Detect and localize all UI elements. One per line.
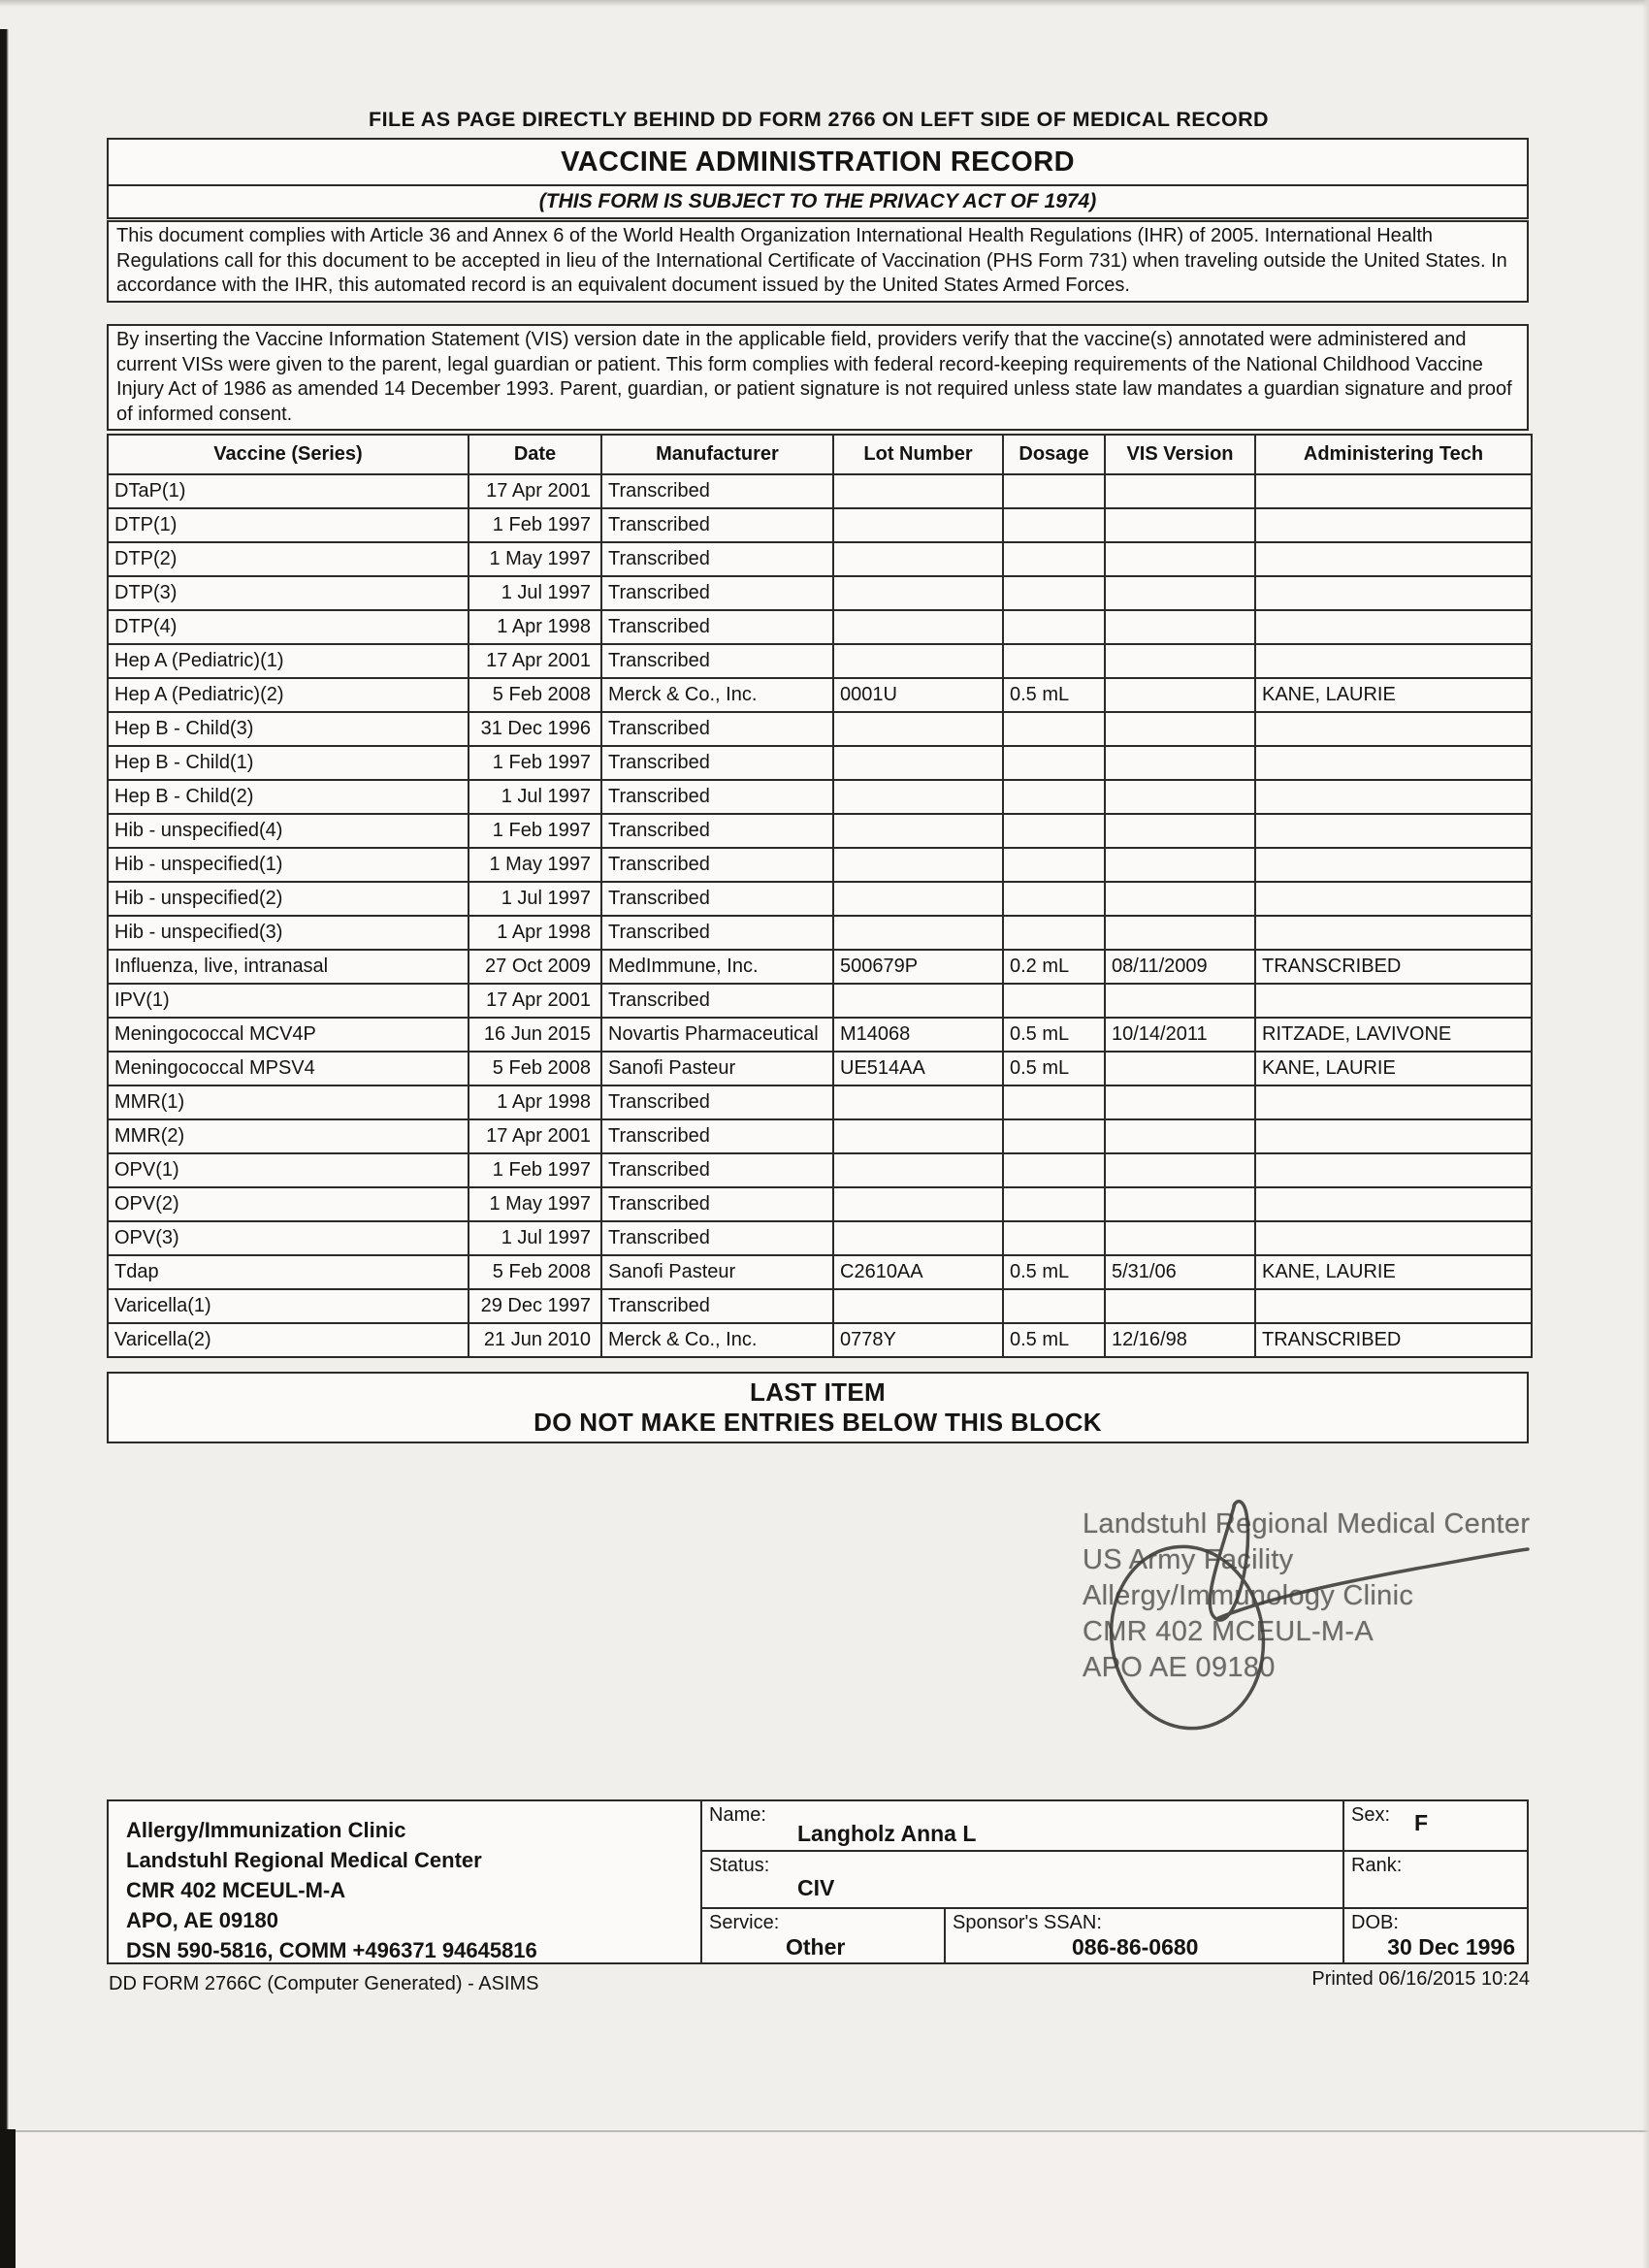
cell-date: 27 Oct 2009 (469, 950, 601, 984)
cell-manufacturer: Transcribed (601, 1119, 833, 1153)
cell-vis-version: 08/11/2009 (1105, 950, 1255, 984)
cell-vis-version (1105, 1153, 1255, 1187)
cell-administering-tech (1255, 1119, 1532, 1153)
cell-administering-tech (1255, 814, 1532, 848)
cell-dosage (1003, 644, 1105, 678)
sponsor-ssan-field (944, 1909, 1342, 1962)
cell-manufacturer: Sanofi Pasteur (601, 1052, 833, 1085)
cell-vis-version (1105, 508, 1255, 542)
cell-lot-number (833, 1289, 1003, 1323)
cell-date: 1 Jul 1997 (469, 882, 601, 916)
vis-paragraph: By inserting the Vaccine Information Statement (VIS) version date in the applicable field, providers verify that the vaccine(s) annotated were administered and current VISs were given to the parent, legal guardian or patient. This form complies with federal record-keeping requirements of the National Childhood Vaccine Injury Act of 1986 as amended 14 December 1993. Parent, guardian, or patient signature is not required unless state law mandates a guardian signature and proof of informed consent. (107, 324, 1529, 431)
status-label: Status: (709, 1855, 770, 1876)
table-row (108, 508, 1532, 542)
cell-lot-number (833, 610, 1003, 644)
title-box (107, 138, 1529, 219)
cell-vis-version (1105, 610, 1255, 644)
cell-dosage (1003, 780, 1105, 814)
cell-dosage (1003, 848, 1105, 882)
table-row (108, 1085, 1532, 1119)
table-header-row (108, 435, 1532, 474)
signature-scribble (1018, 1479, 1562, 1751)
cell-date: 1 Jul 1997 (469, 780, 601, 814)
scan-lower-area (0, 2132, 1649, 2268)
cell-vis-version (1105, 882, 1255, 916)
cell-administering-tech: RITZADE, LAVIVONE (1255, 1018, 1532, 1052)
cell-vaccine-series: Hib - unspecified(2) (108, 882, 469, 916)
cell-date: 1 Feb 1997 (469, 1153, 601, 1187)
rank-field (1342, 1852, 1527, 1909)
table-row (108, 678, 1532, 712)
cell-administering-tech (1255, 508, 1532, 542)
cell-vis-version (1105, 712, 1255, 746)
scan-top-edge (0, 0, 1649, 7)
cell-dosage (1003, 814, 1105, 848)
cell-date: 1 Jul 1997 (469, 1221, 601, 1255)
table-row (108, 950, 1532, 984)
cell-manufacturer: Sanofi Pasteur (601, 1255, 833, 1289)
cell-lot-number: 0001U (833, 678, 1003, 712)
table-row (108, 474, 1532, 508)
cell-administering-tech (1255, 882, 1532, 916)
cell-vaccine-series: Hib - unspecified(1) (108, 848, 469, 882)
cell-date: 21 Jun 2010 (469, 1323, 601, 1357)
cell-lot-number (833, 746, 1003, 780)
cell-vis-version (1105, 984, 1255, 1018)
cell-vis-version (1105, 848, 1255, 882)
cell-vis-version (1105, 474, 1255, 508)
cell-vis-version (1105, 644, 1255, 678)
cell-lot-number (833, 576, 1003, 610)
dob-label: DOB: (1351, 1912, 1399, 1933)
sex-value: F (1414, 1810, 1429, 1835)
table-row (108, 814, 1532, 848)
cell-manufacturer: Transcribed (601, 882, 833, 916)
cell-lot-number (833, 916, 1003, 950)
scan-left-edge-shadow (0, 29, 9, 2129)
cell-administering-tech (1255, 1221, 1532, 1255)
privacy-notice: (THIS FORM IS SUBJECT TO THE PRIVACY ACT OF 1974) (538, 190, 1097, 212)
cell-date: 5 Feb 2008 (469, 1255, 601, 1289)
header-date: Date (469, 435, 601, 474)
table-row (108, 576, 1532, 610)
cell-vaccine-series: DTP(3) (108, 576, 469, 610)
table-row (108, 746, 1532, 780)
cell-dosage (1003, 712, 1105, 746)
cell-date: 5 Feb 2008 (469, 1052, 601, 1085)
dob-field (1342, 1909, 1527, 1962)
cell-administering-tech (1255, 610, 1532, 644)
table-row (108, 1153, 1532, 1187)
cell-dosage (1003, 1289, 1105, 1323)
cell-vaccine-series: Hib - unspecified(4) (108, 814, 469, 848)
table-row (108, 916, 1532, 950)
sex-label: Sex: (1351, 1804, 1391, 1826)
cell-administering-tech: TRANSCRIBED (1255, 1323, 1532, 1357)
scan-left-edge-shadow-bottom (0, 2129, 16, 2268)
cell-vaccine-series: Varicella(1) (108, 1289, 469, 1323)
cell-manufacturer: Transcribed (601, 576, 833, 610)
cell-administering-tech (1255, 780, 1532, 814)
cell-lot-number (833, 644, 1003, 678)
cell-date: 1 May 1997 (469, 848, 601, 882)
clinic-line: Landstuhl Regional Medical Center (126, 1848, 482, 1872)
cell-lot-number: 500679P (833, 950, 1003, 984)
cell-vis-version (1105, 1187, 1255, 1221)
name-field (702, 1801, 1342, 1852)
table-row (108, 542, 1532, 576)
cell-date: 17 Apr 2001 (469, 984, 601, 1018)
table-row (108, 1289, 1532, 1323)
cell-dosage: 0.5 mL (1003, 678, 1105, 712)
cell-lot-number (833, 984, 1003, 1018)
cell-dosage (1003, 1221, 1105, 1255)
table-row (108, 848, 1532, 882)
cell-administering-tech (1255, 542, 1532, 576)
service-value: Other (786, 1934, 846, 1960)
cell-lot-number (833, 848, 1003, 882)
cell-vaccine-series: DTP(1) (108, 508, 469, 542)
cell-dosage: 0.5 mL (1003, 1052, 1105, 1085)
cell-vaccine-series: DTaP(1) (108, 474, 469, 508)
stamp-line: Allergy/Immunology Clinic (1083, 1580, 1414, 1611)
cell-lot-number (833, 1221, 1003, 1255)
cell-manufacturer: Transcribed (601, 814, 833, 848)
cell-manufacturer: Merck & Co., Inc. (601, 678, 833, 712)
clinic-line: DSN 590-5816, COMM +496371 94645816 (126, 1938, 537, 1962)
cell-vis-version (1105, 1085, 1255, 1119)
stamp-line: CMR 402 MCEUL-M-A (1083, 1616, 1374, 1647)
cell-date: 16 Jun 2015 (469, 1018, 601, 1052)
cell-vaccine-series: DTP(4) (108, 610, 469, 644)
service-field (702, 1909, 944, 1962)
cell-manufacturer: Transcribed (601, 916, 833, 950)
cell-vis-version (1105, 1221, 1255, 1255)
cell-administering-tech (1255, 1153, 1532, 1187)
cell-dosage: 0.5 mL (1003, 1255, 1105, 1289)
vaccine-table-body (108, 474, 1532, 1357)
cell-date: 1 Apr 1998 (469, 610, 601, 644)
cell-administering-tech (1255, 1187, 1532, 1221)
cell-administering-tech (1255, 644, 1532, 678)
cell-vaccine-series: Tdap (108, 1255, 469, 1289)
service-label: Service: (709, 1912, 780, 1933)
cell-administering-tech: TRANSCRIBED (1255, 950, 1532, 984)
clinic-address-block (109, 1801, 702, 1962)
cell-vis-version (1105, 916, 1255, 950)
cell-vaccine-series: Meningococcal MPSV4 (108, 1052, 469, 1085)
cell-lot-number (833, 508, 1003, 542)
table-row (108, 644, 1532, 678)
cell-dosage (1003, 882, 1105, 916)
cell-vis-version: 12/16/98 (1105, 1323, 1255, 1357)
header-vaccine-series: Vaccine (Series) (108, 435, 469, 474)
cell-vaccine-series: MMR(2) (108, 1119, 469, 1153)
cell-vaccine-series: Hib - unspecified(3) (108, 916, 469, 950)
name-value: Langholz Anna L (797, 1821, 977, 1846)
cell-manufacturer: Transcribed (601, 712, 833, 746)
cell-manufacturer: Transcribed (601, 474, 833, 508)
cell-dosage (1003, 610, 1105, 644)
cell-lot-number (833, 882, 1003, 916)
dob-value: 30 Dec 1996 (1387, 1934, 1515, 1960)
cell-date: 17 Apr 2001 (469, 474, 601, 508)
table-row (108, 882, 1532, 916)
cell-date: 31 Dec 1996 (469, 712, 601, 746)
table-row (108, 1255, 1532, 1289)
cell-lot-number (833, 814, 1003, 848)
table-row (108, 1221, 1532, 1255)
cell-date: 17 Apr 2001 (469, 644, 601, 678)
cell-manufacturer: Transcribed (601, 1085, 833, 1119)
sex-field (1342, 1801, 1527, 1852)
cell-vis-version (1105, 678, 1255, 712)
table-row (108, 1119, 1532, 1153)
cell-administering-tech (1255, 474, 1532, 508)
cell-lot-number (833, 1085, 1003, 1119)
cell-dosage (1003, 984, 1105, 1018)
sponsor-ssan-label: Sponsor's SSAN: (953, 1912, 1102, 1933)
cell-lot-number (833, 1119, 1003, 1153)
cell-lot-number (833, 712, 1003, 746)
cell-date: 1 Feb 1997 (469, 746, 601, 780)
cell-manufacturer: Transcribed (601, 508, 833, 542)
patient-info-block (107, 1799, 1529, 1964)
cell-lot-number: M14068 (833, 1018, 1003, 1052)
header-vis-version: VIS Version (1105, 435, 1255, 474)
cell-dosage: 0.5 mL (1003, 1323, 1105, 1357)
cell-lot-number: UE514AA (833, 1052, 1003, 1085)
no-entries-line: DO NOT MAKE ENTRIES BELOW THIS BLOCK (534, 1408, 1102, 1437)
cell-vis-version: 10/14/2011 (1105, 1018, 1255, 1052)
cell-vaccine-series: OPV(1) (108, 1153, 469, 1187)
header-dosage: Dosage (1003, 435, 1105, 474)
clinic-line: Allergy/Immunization Clinic (126, 1818, 406, 1842)
printed-timestamp: Printed 06/16/2015 10:24 (1311, 1968, 1530, 1990)
cell-manufacturer: Transcribed (601, 644, 833, 678)
cell-vaccine-series: OPV(2) (108, 1187, 469, 1221)
cell-lot-number: 0778Y (833, 1323, 1003, 1357)
form-title: VACCINE ADMINISTRATION RECORD (109, 140, 1527, 186)
cell-lot-number (833, 1153, 1003, 1187)
cell-vis-version (1105, 1119, 1255, 1153)
cell-dosage (1003, 1187, 1105, 1221)
cell-vaccine-series: OPV(3) (108, 1221, 469, 1255)
cell-administering-tech: KANE, LAURIE (1255, 678, 1532, 712)
cell-date: 5 Feb 2008 (469, 678, 601, 712)
stamp-line: US Army Facility (1083, 1544, 1294, 1575)
cell-dosage (1003, 576, 1105, 610)
cell-vis-version (1105, 542, 1255, 576)
rank-label: Rank: (1351, 1855, 1403, 1876)
table-row (108, 712, 1532, 746)
cell-vaccine-series: MMR(1) (108, 1085, 469, 1119)
table-row (108, 984, 1532, 1018)
cell-vis-version (1105, 780, 1255, 814)
cell-vaccine-series: Hep B - Child(1) (108, 746, 469, 780)
stamp-line: Landstuhl Regional Medical Center (1083, 1508, 1531, 1539)
cell-vaccine-series: Hep A (Pediatric)(1) (108, 644, 469, 678)
clinic-line: APO, AE 09180 (126, 1908, 278, 1932)
cell-vis-version (1105, 1052, 1255, 1085)
cell-administering-tech (1255, 1289, 1532, 1323)
cell-dosage: 0.2 mL (1003, 950, 1105, 984)
cell-dosage (1003, 1153, 1105, 1187)
header-manufacturer: Manufacturer (601, 435, 833, 474)
cell-vis-version (1105, 576, 1255, 610)
cell-lot-number (833, 542, 1003, 576)
cell-vaccine-series: Varicella(2) (108, 1323, 469, 1357)
cell-date: 1 Jul 1997 (469, 576, 601, 610)
cell-administering-tech (1255, 746, 1532, 780)
cell-manufacturer: Transcribed (601, 610, 833, 644)
cell-dosage (1003, 746, 1105, 780)
cell-dosage (1003, 508, 1105, 542)
cell-lot-number (833, 780, 1003, 814)
cell-vaccine-series: Hep A (Pediatric)(2) (108, 678, 469, 712)
paper-edge-line (16, 2130, 1649, 2132)
last-item-line: LAST ITEM (750, 1377, 886, 1407)
sponsor-ssan-value: 086-86-0680 (1072, 1934, 1199, 1960)
cell-manufacturer: Transcribed (601, 848, 833, 882)
cell-vaccine-series: Hep B - Child(3) (108, 712, 469, 746)
cell-manufacturer: MedImmune, Inc. (601, 950, 833, 984)
cell-date: 29 Dec 1997 (469, 1289, 601, 1323)
cell-date: 1 Apr 1998 (469, 1085, 601, 1119)
table-row (108, 780, 1532, 814)
name-label: Name: (709, 1804, 766, 1826)
cell-dosage (1003, 916, 1105, 950)
cell-administering-tech (1255, 984, 1532, 1018)
table-row (108, 1018, 1532, 1052)
cell-administering-tech (1255, 1085, 1532, 1119)
cell-vaccine-series: Hep B - Child(2) (108, 780, 469, 814)
scan-right-edge-shadow (1642, 0, 1649, 2268)
cell-administering-tech (1255, 848, 1532, 882)
cell-manufacturer: Transcribed (601, 1153, 833, 1187)
cell-dosage (1003, 542, 1105, 576)
cell-administering-tech (1255, 576, 1532, 610)
cell-date: 1 Feb 1997 (469, 814, 601, 848)
table-row (108, 610, 1532, 644)
file-instruction: FILE AS PAGE DIRECTLY BEHIND DD FORM 2766 ON LEFT SIDE OF MEDICAL RECORD (369, 108, 1269, 131)
cell-vis-version (1105, 814, 1255, 848)
cell-lot-number (833, 474, 1003, 508)
cell-dosage: 0.5 mL (1003, 1018, 1105, 1052)
header-administering-tech: Administering Tech (1255, 435, 1532, 474)
cell-dosage (1003, 1119, 1105, 1153)
cell-administering-tech: KANE, LAURIE (1255, 1255, 1532, 1289)
cell-vaccine-series: Influenza, live, intranasal (108, 950, 469, 984)
cell-manufacturer: Transcribed (601, 1221, 833, 1255)
cell-vis-version: 5/31/06 (1105, 1255, 1255, 1289)
cell-manufacturer: Transcribed (601, 1187, 833, 1221)
cell-dosage (1003, 1085, 1105, 1119)
cell-manufacturer: Novartis Pharmaceutical (601, 1018, 833, 1052)
cell-vaccine-series: IPV(1) (108, 984, 469, 1018)
table-row (108, 1052, 1532, 1085)
vaccine-table (107, 434, 1533, 1358)
stamp-line: APO AE 09180 (1083, 1652, 1276, 1683)
table-row (108, 1187, 1532, 1221)
cell-manufacturer: Transcribed (601, 984, 833, 1018)
ihr-paragraph: This document complies with Article 36 and Annex 6 of the World Health Organization International Health Regulations (IHR) of 2005. International Health Regulations call for this document to be accepted in lieu of the International Certificate of Vaccination (PHS Form 731) when traveling outside the United States. In accordance with the IHR, this automated record is an equivalent document issued by the United States Armed Forces. (107, 220, 1529, 303)
cell-manufacturer: Transcribed (601, 1289, 833, 1323)
cell-manufacturer: Merck & Co., Inc. (601, 1323, 833, 1357)
table-row (108, 1323, 1532, 1357)
cell-date: 17 Apr 2001 (469, 1119, 601, 1153)
header-lot-number: Lot Number (833, 435, 1003, 474)
cell-vis-version (1105, 1289, 1255, 1323)
cell-date: 1 Feb 1997 (469, 508, 601, 542)
cell-manufacturer: Transcribed (601, 780, 833, 814)
cell-date: 1 May 1997 (469, 542, 601, 576)
cell-administering-tech: KANE, LAURIE (1255, 1052, 1532, 1085)
cell-lot-number (833, 1187, 1003, 1221)
status-field (702, 1852, 1342, 1909)
cell-manufacturer: Transcribed (601, 542, 833, 576)
cell-administering-tech (1255, 916, 1532, 950)
status-value: CIV (797, 1875, 835, 1900)
cell-vis-version (1105, 746, 1255, 780)
cell-vaccine-series: Meningococcal MCV4P (108, 1018, 469, 1052)
cell-lot-number: C2610AA (833, 1255, 1003, 1289)
cell-manufacturer: Transcribed (601, 746, 833, 780)
form-number-footer: DD FORM 2766C (Computer Generated) - ASIMS (109, 1973, 539, 1994)
clinic-line: CMR 402 MCEUL-M-A (126, 1878, 346, 1902)
cell-date: 1 Apr 1998 (469, 916, 601, 950)
cell-dosage (1003, 474, 1105, 508)
cell-administering-tech (1255, 712, 1532, 746)
cell-date: 1 May 1997 (469, 1187, 601, 1221)
cell-vaccine-series: DTP(2) (108, 542, 469, 576)
last-item-box (107, 1372, 1529, 1443)
